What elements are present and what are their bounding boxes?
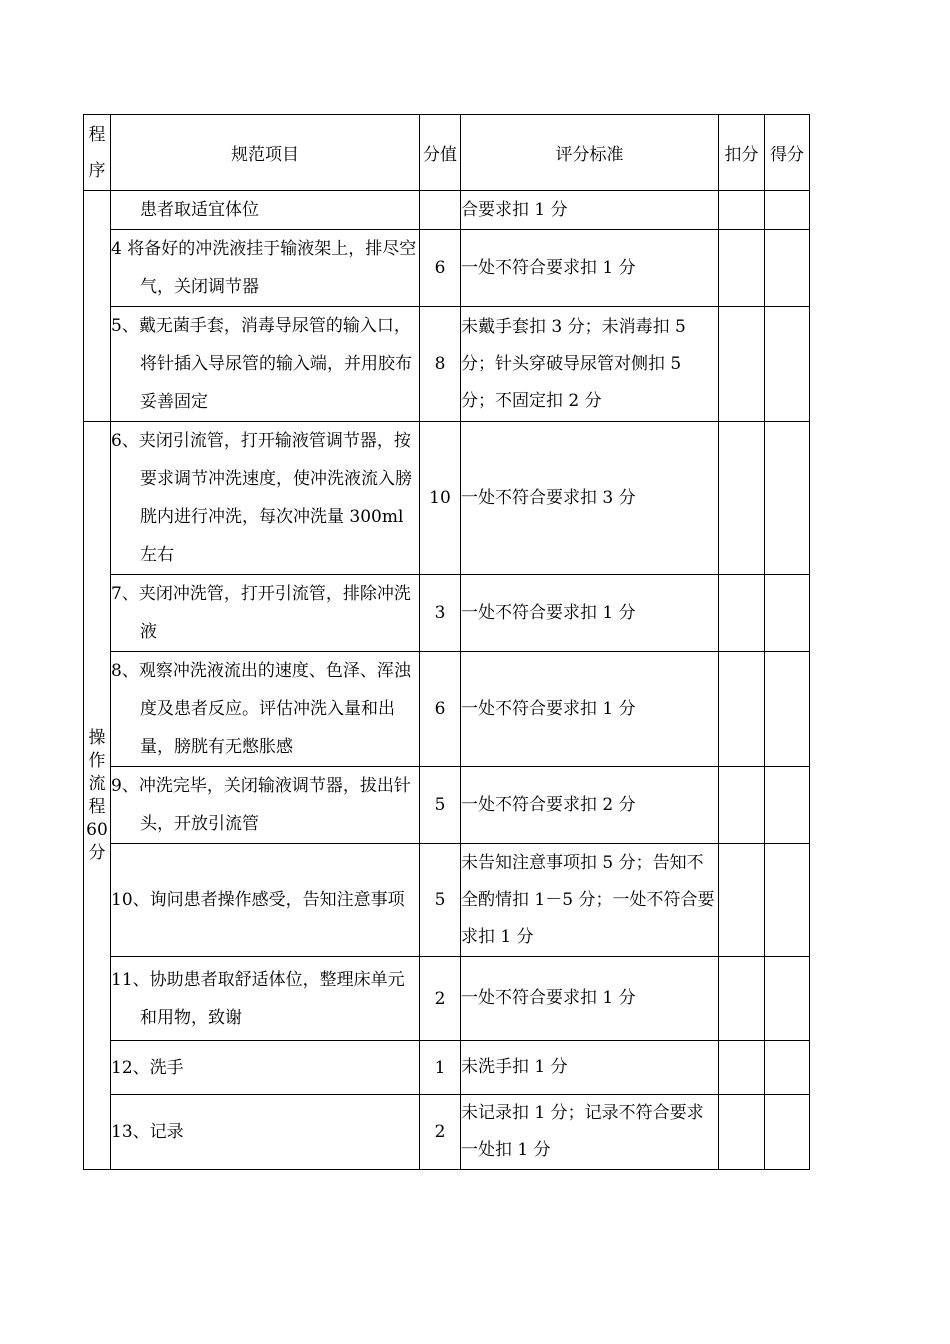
item-cell: 12、洗手: [111, 1041, 420, 1095]
header-criteria: 评分标准: [461, 115, 719, 191]
deduct-cell[interactable]: [719, 422, 765, 575]
earned-cell[interactable]: [765, 767, 810, 844]
item-cell: 9、冲洗完毕，关闭输液调节器，拔出针头，开放引流管: [111, 767, 420, 844]
earned-cell[interactable]: [765, 307, 810, 422]
criteria-cell: 一处不符合要求扣 1 分: [461, 652, 719, 767]
criteria-cell: 合要求扣 1 分: [461, 191, 719, 230]
deduct-cell[interactable]: [719, 652, 765, 767]
deduct-cell[interactable]: [719, 844, 765, 957]
deduct-cell[interactable]: [719, 191, 765, 230]
score-cell: 8: [420, 307, 461, 422]
header-score: 分值: [420, 115, 461, 191]
criteria-cell: 未戴手套扣 3 分；未消毒扣 5 分；针头穿破导尿管对侧扣 5 分；不固定扣 2 分: [461, 307, 719, 422]
table-row: [84, 191, 810, 230]
procedure-label: 操 作 流 程 60 分: [86, 727, 108, 863]
header-procedure: [84, 115, 111, 191]
earned-cell[interactable]: [765, 652, 810, 767]
score-cell: 5: [420, 767, 461, 844]
earned-cell[interactable]: [765, 422, 810, 575]
header-earned: 得分: [765, 115, 810, 191]
header-procedure-text: 程序: [88, 124, 106, 181]
table-row: [84, 422, 810, 575]
earned-cell[interactable]: [765, 1095, 810, 1170]
table-row: [84, 1095, 810, 1170]
score-cell: 2: [420, 957, 461, 1041]
deduct-cell[interactable]: [719, 1041, 765, 1095]
criteria-cell: 未记录扣 1 分；记录不符合要求一处扣 1 分: [461, 1095, 719, 1170]
score-cell: [420, 191, 461, 230]
score-cell: 6: [420, 230, 461, 307]
deduct-cell[interactable]: [719, 1095, 765, 1170]
earned-cell[interactable]: [765, 191, 810, 230]
score-cell: 10: [420, 422, 461, 575]
deduct-cell[interactable]: [719, 957, 765, 1041]
score-cell: 6: [420, 652, 461, 767]
item-cell: 10、询问患者操作感受，告知注意事项: [111, 844, 420, 957]
criteria-cell: 一处不符合要求扣 3 分: [461, 422, 719, 575]
table-row: [84, 652, 810, 767]
criteria-cell: 未告知注意事项扣 5 分；告知不全酌情扣 1－5 分；一处不符合要求扣 1 分: [461, 844, 719, 957]
earned-cell[interactable]: [765, 230, 810, 307]
item-cell: 11、协助患者取舒适体位，整理床单元和用物，致谢: [111, 957, 420, 1041]
score-cell: 2: [420, 1095, 461, 1170]
table-row: [84, 307, 810, 422]
table-row: [84, 767, 810, 844]
criteria-cell: 一处不符合要求扣 1 分: [461, 230, 719, 307]
item-cell: 7、夹闭冲洗管，打开引流管，排除冲洗液: [111, 575, 420, 652]
earned-cell[interactable]: [765, 575, 810, 652]
earned-cell[interactable]: [765, 844, 810, 957]
item-cell: 患者取适宜体位: [111, 191, 420, 230]
table-row: [84, 844, 810, 957]
item-cell: 8、观察冲洗液流出的速度、色泽、浑浊度及患者反应。评估冲洗入量和出量，膀胱有无憋胀感: [111, 652, 420, 767]
deduct-cell[interactable]: [719, 230, 765, 307]
score-cell: 1: [420, 1041, 461, 1095]
earned-cell[interactable]: [765, 957, 810, 1041]
criteria-cell: 一处不符合要求扣 2 分: [461, 767, 719, 844]
header-item: 规范项目: [111, 115, 420, 191]
procedure-cell: [84, 422, 111, 1170]
table-row: [84, 230, 810, 307]
table-row: [84, 575, 810, 652]
item-cell: 6、夹闭引流管，打开输液管调节器，按要求调节冲洗速度，使冲洗液流入膀胱内进行冲洗，每次冲洗量 300ml 左右: [111, 422, 420, 575]
score-cell: 3: [420, 575, 461, 652]
header-deduct: 扣分: [719, 115, 765, 191]
deduct-cell[interactable]: [719, 575, 765, 652]
table-row: [84, 1041, 810, 1095]
table-row: [84, 957, 810, 1041]
deduct-cell[interactable]: [719, 307, 765, 422]
item-cell: 13、记录: [111, 1095, 420, 1170]
criteria-cell: 一处不符合要求扣 1 分: [461, 575, 719, 652]
criteria-cell: 一处不符合要求扣 1 分: [461, 957, 719, 1041]
scoring-table: [83, 114, 810, 1170]
procedure-cell-continued: [84, 191, 111, 422]
earned-cell[interactable]: [765, 1041, 810, 1095]
deduct-cell[interactable]: [719, 767, 765, 844]
criteria-cell: 未洗手扣 1 分: [461, 1041, 719, 1095]
item-cell: 4 将备好的冲洗液挂于输液架上，排尽空气，关闭调节器: [111, 230, 420, 307]
item-cell: 5、戴无菌手套，消毒导尿管的输入口，将针插入导尿管的输入端，并用胶布妥善固定: [111, 307, 420, 422]
header-row: [84, 115, 810, 191]
score-cell: 5: [420, 844, 461, 957]
